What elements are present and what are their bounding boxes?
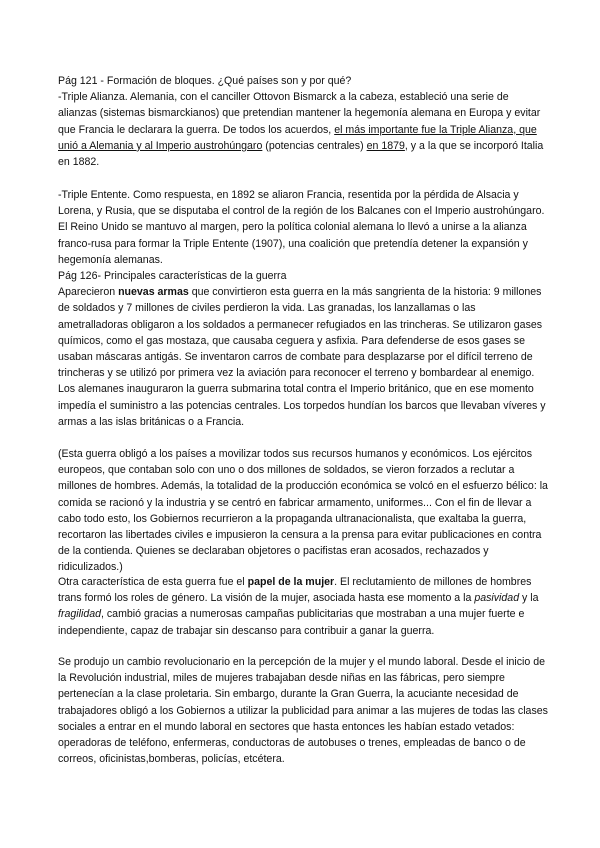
paragraph-triple-entente: -Triple Entente. Como respuesta, en 1892 se aliaron Francia, resentida por la pérdida de Alsacia y Lorena, y Rusia, que se disputaba el control de la región de los Balcanes con el Imperio austrohúngaro. El Reino Unido se mantuvo al margen, pero la política colonial alemana lo llevó a unirse a la alianza franco-rusa para formar la Triple Entente (1907), una coalición que pretendía detener la expansión y hegemonía alemanas.: [58, 189, 545, 266]
paragraph-movilizacion: (Esta guerra obligó a los países a movilizar todos sus recursos humanos y económicos. Los ejércitos europeos, que contaban solo con uno o dos millones de soldados, se vieron forzados a reclutar a millones de hombres. Además, la totalidad de la producción económica se volcó en el esfuerzo bélico: la comida se racionó y la industria y se centró en fabricar armamento, uniformes... Con el fin de llevar a cabo todo esto, los Gobiernos recurrieron a la propaganda ultranacionalista, que exaltaba la guerra, recortaron las libertades civiles e impusieron la censura a la prensa para evitar publicaciones en contra de la contienda. Quienes se declaraban objetores o pacifistas eran acosados, rechazados y ridiculizados.): [58, 448, 548, 574]
paragraph-mundo-laboral: Se produjo un cambio revolucionario en la percepción de la mujer y el mundo laboral. Desde el inicio de la Revolución industrial, miles de mujeres trabajaban desde niñas en las fábricas, pero siempre pertenecían a la clase proletaria. Sin embargo, durante la Gran Guerra, la acuciante necesidad de trabajadores obligó a los Gobiernos a utilizar la publicidad para animar a las mujeres de todas las clases sociales a entrar en el mundo laboral en sectores que hasta entonces les habían estado vetados: operadoras de teléfono, enfermeras, conductoras de autobuses o trenes, empleadas de banco o de correos, oficinistas,bomberas, policías, etcétera.: [58, 656, 548, 766]
heading-caracteristicas-guerra: Pág 126- Principales características de la guerra: [58, 270, 287, 282]
section-caracteristicas: [58, 268, 548, 430]
heading-formacion-bloques: Pág 121 - Formación de bloques. ¿Qué países son y por qué?: [58, 75, 352, 87]
paragraph-papel-mujer: Otra característica de esta guerra fue el papel de la mujer. El reclutamiento de millones de hombres trans formó los roles de género. La visión de la mujer, asociada hasta ese momento a la pasividad y la fragilidad, cambió gracias a numerosas campañas publicitarias que mostraban a una mujer fuerte e independiente, capaz de trabajar sin descanso para contribuir a ganar la guerra.: [58, 576, 539, 637]
paragraph-nuevas-armas: Aparecieron nuevas armas que convirtieron esta guerra en la más sangrienta de la historia: 9 millones de soldados y 7 millones de civiles perdieron la vida. Las granadas, los lanzallamas o las ametralladoras obligaron a los soldados a permanecer refugiados en las trincheras. Se utilizaron gases químicos, como el gas mostaza, que causaba ceguera y asfixia. Para defenderse de esos gases se usaban máscaras antigás. Se inventaron carros de combate para desplazarse por el difícil terreno de trincheras y se utilizó por primera vez la aviación para reconocer el terreno y bombardear al enemigo. Los alemanes inauguraron la guerra submarina total contra el Imperio británico, que en ese momento impedía el suministro a las potencias centrales. Los torpedos hundían los barcos que llevaban víveres y armas a las islas británicas o a Francia.: [58, 286, 546, 428]
section-bloques: [58, 73, 548, 170]
paragraph-triple-alianza: -Triple Alianza. Alemania, con el canciller Ottovon Bismarck a la cabeza, estableció una serie de alianzas (sistemas bismarckianos) que pretendian mantener la hegemonía alemana en Europa y evitar que Francia le declarara la guerra. De todos los acuerdos, el más importante fue la Triple Alianza, que unió a Alemania y al Imperio austrohúngaro (potencias centrales) en 1879, y a la que se incorporó Italia en 1882.: [58, 91, 544, 169]
